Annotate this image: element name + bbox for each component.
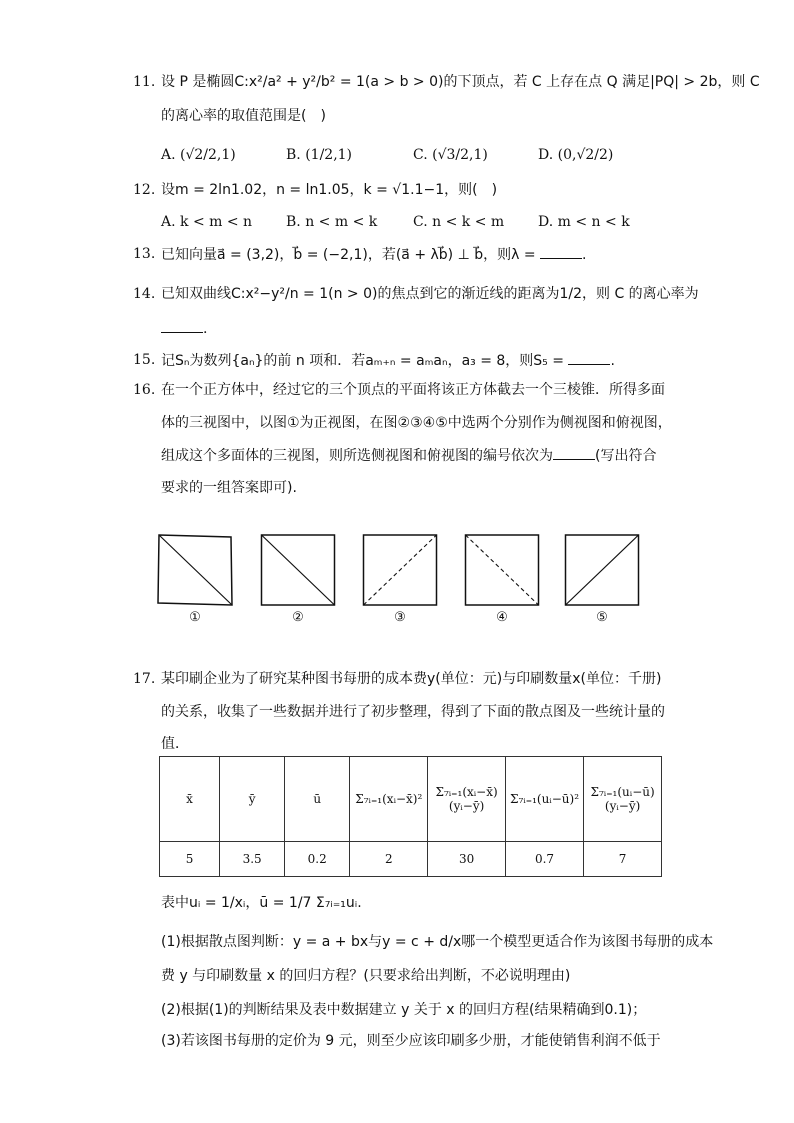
question-number: 17. bbox=[133, 671, 156, 687]
table-note: 表中uᵢ = 1/xᵢ，ū = 1/7 Σ₇ᵢ₌₁uᵢ. bbox=[161, 895, 362, 911]
value-cell: 0.2 bbox=[285, 842, 350, 877]
square-dashed-diagonal-figure bbox=[464, 533, 540, 607]
answer-blank[interactable] bbox=[161, 318, 203, 333]
figure-4 bbox=[464, 533, 540, 625]
question-text: 值． bbox=[161, 736, 189, 752]
question-text: 体的三视图中，以图①为正视图，在图②③④⑤中选两个分别作为侧视图和俯视图， bbox=[161, 415, 672, 431]
part-1-text-cont: 费 y 与印刷数量 x 的回归方程？(只要求给出判断，不必说明理由) bbox=[161, 968, 571, 984]
question-text: 某印刷企业为了研究某种图书每册的成本费y(单位：元)与印刷数量x(单位：千册) bbox=[161, 671, 662, 687]
value-cell: 30 bbox=[428, 842, 506, 877]
three-view-figures bbox=[157, 533, 657, 633]
question-number: 14. bbox=[133, 286, 156, 302]
square-diagonal-figure bbox=[260, 533, 336, 607]
option-c[interactable]: C. (√3/2,1) bbox=[413, 147, 488, 163]
square-diagonal-figure bbox=[564, 533, 640, 607]
square-diagonal-figure bbox=[157, 533, 233, 607]
answer-blank[interactable] bbox=[540, 244, 582, 259]
figure-label: ④ bbox=[496, 610, 508, 625]
option-a[interactable]: A. (√2/2,1) bbox=[161, 147, 236, 163]
part-1-text: (1)根据散点图判断：y = a + bx与y = c + d/x哪一个模型更适合作为该图书每册的成本 bbox=[161, 934, 714, 950]
value-cell: 5 bbox=[160, 842, 220, 877]
question-text: 的关系，收集了一些数据并进行了初步整理，得到了下面的散点图及一些统计量的 bbox=[161, 704, 665, 720]
answer-blank[interactable] bbox=[568, 350, 610, 365]
figure-label: ③ bbox=[394, 610, 406, 625]
header-cell: x̄ bbox=[160, 757, 220, 842]
question-text: 在一个正方体中，经过它的三个顶点的平面将该正方体截去一个三棱锥．所得多面 bbox=[161, 382, 665, 398]
option-b[interactable]: B. (1/2,1) bbox=[286, 147, 353, 163]
option-c[interactable]: C. n < k < m bbox=[413, 214, 505, 230]
square-dashed-diagonal-figure bbox=[362, 533, 438, 607]
table-header-row bbox=[160, 757, 662, 842]
statistics-table bbox=[159, 756, 662, 877]
question-number: 15. bbox=[133, 352, 156, 368]
question-text: 要求的一组答案即可). bbox=[161, 480, 297, 496]
header-cell: Σ₇ᵢ₌₁(uᵢ−ū)² bbox=[505, 757, 583, 842]
question-text: 已知向量a⃗ = (3,2)，b⃗ = (−2,1)，若(a⃗ + λb⃗) ⊥ b⃗，则λ = . bbox=[161, 244, 587, 265]
figure-2 bbox=[260, 533, 336, 625]
value-cell: 7 bbox=[584, 842, 662, 877]
header-cell: Σ₇ᵢ₌₁(xᵢ−x̄)² bbox=[350, 757, 428, 842]
figure-1 bbox=[157, 533, 233, 625]
figure-label: ① bbox=[189, 610, 201, 625]
table-row bbox=[160, 842, 662, 877]
part-3-text: (3)若该图书每册的定价为 9 元，则至少应该印刷多少册，才能使销售利润不低于 bbox=[161, 1033, 661, 1049]
question-number: 16. bbox=[133, 382, 156, 398]
figure-5 bbox=[564, 533, 640, 625]
option-a[interactable]: A. k < m < n bbox=[161, 214, 253, 230]
header-cell: Σ₇ᵢ₌₁(uᵢ−ū)(yᵢ−ȳ) bbox=[584, 757, 662, 842]
header-cell: Σ₇ᵢ₌₁(xᵢ−x̄)(yᵢ−ȳ) bbox=[428, 757, 506, 842]
header-cell: ȳ bbox=[220, 757, 285, 842]
value-cell: 0.7 bbox=[505, 842, 583, 877]
value-cell: 2 bbox=[350, 842, 428, 877]
question-number: 13. bbox=[133, 246, 156, 262]
figure-label: ② bbox=[292, 610, 304, 625]
question-number: 12. bbox=[133, 182, 156, 198]
question-text: 的离心率的取值范围是( ) bbox=[161, 108, 326, 124]
option-b[interactable]: B. n < m < k bbox=[286, 214, 378, 230]
answer-blank[interactable] bbox=[553, 445, 595, 460]
question-text: 设 P 是椭圆C:x²/a² + y²/b² = 1(a > b > 0)的下顶点，若 C 上存在点 Q 满足|PQ| > 2b，则 C bbox=[161, 74, 760, 90]
value-cell: 3.5 bbox=[220, 842, 285, 877]
question-number: 11. bbox=[133, 74, 156, 90]
figure-3 bbox=[362, 533, 438, 625]
question-text: 组成这个多面体的三视图，则所选侧视图和俯视图的编号依次为 (写出符合 bbox=[161, 445, 656, 466]
header-cell: ū bbox=[285, 757, 350, 842]
option-d[interactable]: D. (0,√2/2) bbox=[538, 147, 614, 163]
question-text: 已知双曲线C:x²−y²/n = 1(n > 0)的焦点到它的渐近线的距离为1/2，则 C 的离心率为 bbox=[161, 286, 699, 302]
figure-label: ⑤ bbox=[596, 610, 608, 625]
part-2-text: (2)根据(1)的判断结果及表中数据建立 y 关于 x 的回归方程(结果精确到0.1)； bbox=[161, 1002, 647, 1018]
option-d[interactable]: D. m < n < k bbox=[538, 214, 630, 230]
question-text: 设m = 2ln1.02，n = ln1.05，k = √1.1−1，则( ) bbox=[161, 182, 498, 198]
question-text: 记Sₙ为数列{aₙ}的前 n 项和．若aₘ₊ₙ = aₘaₙ，a₃ = 8，则S₅ = . bbox=[161, 350, 615, 371]
